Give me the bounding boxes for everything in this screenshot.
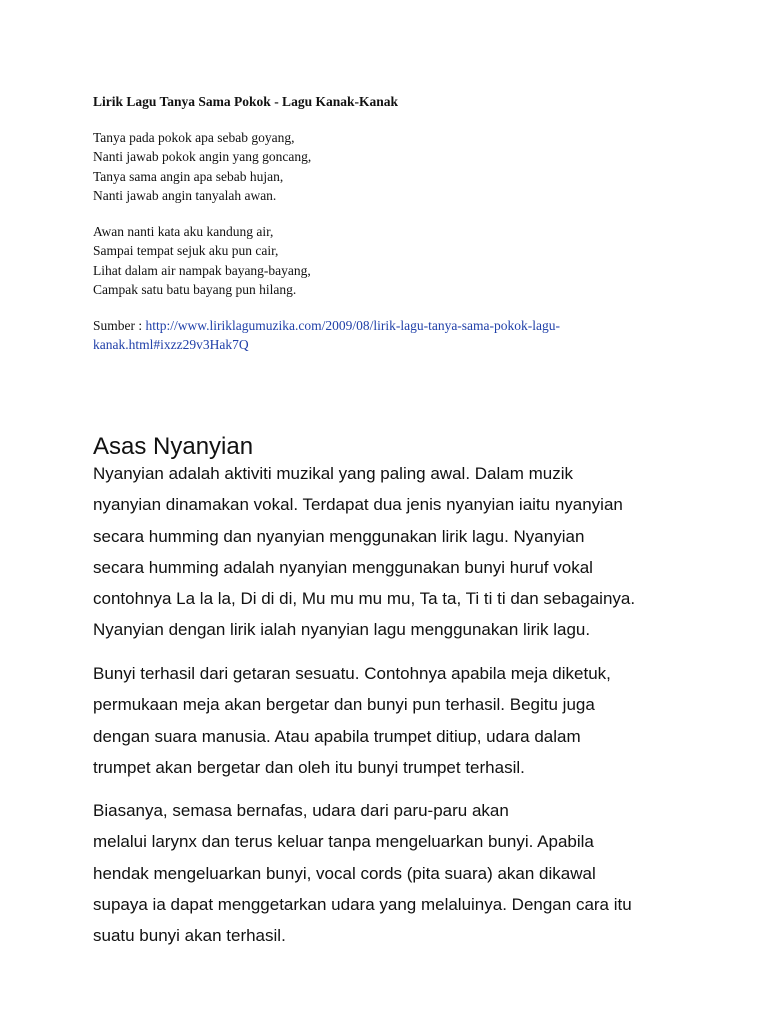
lyrics-title: Lirik Lagu Tanya Sama Pokok - Lagu Kanak-Kanak — [93, 94, 398, 109]
lyrics-stanza — [93, 128, 311, 205]
source-link-part: http://www.liriklagumuzika.com/2009/08/lirik-lagu-tanya-sama-pokok-lagu- — [145, 318, 561, 333]
paragraph-line: Nyanyian dengan lirik ialah nyanyian lagu menggunakan lirik lagu. — [93, 620, 591, 640]
article-paragraph — [93, 458, 635, 646]
section-heading: Asas Nyanyian — [93, 433, 254, 460]
lyrics-line: Nanti jawab pokok angin yang goncang, — [93, 149, 312, 165]
paragraph-line: supaya ia dapat menggetarkan udara yang melaluinya. Dengan cara itu — [93, 894, 632, 914]
article-paragraph — [93, 795, 632, 951]
paragraph-line: secara humming adalah nyanyian menggunakan bunyi huruf vokal — [93, 557, 593, 577]
paragraph-line: melalui larynx dan terus keluar tanpa mengeluarkan bunyi. Apabila — [93, 832, 594, 852]
paragraph-line: contohnya La la la, Di di di, Mu mu mu mu, Ta ta, Ti ti ti dan sebagainya. — [93, 589, 636, 609]
lyrics-stanza — [93, 222, 311, 299]
lyrics-line: Tanya sama angin apa sebab hujan, — [93, 168, 284, 184]
lyrics-line: Lihat dalam air nampak bayang-bayang, — [93, 262, 311, 278]
paragraph-line: Biasanya, semasa bernafas, udara dari paru-paru akan — [93, 801, 509, 820]
paragraph-line: suatu bunyi akan terhasil. — [93, 926, 286, 946]
paragraph-line: secara humming dan nyanyian menggunakan lirik lagu. Nyanyian — [93, 526, 585, 546]
paragraph-line: Bunyi terhasil dari getaran sesuatu. Contohnya apabila meja diketuk, — [93, 664, 611, 683]
source-link-part: kanak.html#ixzz29v3Hak7Q — [93, 337, 249, 352]
lyrics-line: Campak satu batu bayang pun hilang. — [93, 281, 297, 297]
source-link[interactable] — [93, 318, 560, 352]
lyrics-line: Nanti jawab angin tanyalah awan. — [93, 187, 277, 203]
lyrics-line: Tanya pada pokok apa sebab goyang, — [93, 130, 295, 145]
paragraph-line: trumpet akan bergetar dan oleh itu bunyi trumpet terhasil. — [93, 757, 525, 777]
lyrics-line: Sampai tempat sejuk aku pun cair, — [93, 243, 279, 259]
article-paragraph — [93, 658, 611, 783]
lyrics-line: Awan nanti kata aku kandung air, — [93, 224, 274, 239]
paragraph-line: dengan suara manusia. Atau apabila trumpet ditiup, udara dalam — [93, 726, 581, 746]
source-label: Sumber : — [93, 318, 146, 333]
paragraph-line: Nyanyian adalah aktiviti muzikal yang paling awal. Dalam muzik — [93, 464, 574, 483]
source-citation — [93, 316, 613, 354]
paragraph-line: nyanyian dinamakan vokal. Terdapat dua jenis nyanyian iaitu nyanyian — [93, 495, 623, 515]
paragraph-line: hendak mengeluarkan bunyi, vocal cords (pita suara) akan dikawal — [93, 863, 596, 883]
paragraph-line: permukaan meja akan bergetar dan bunyi pun terhasil. Begitu juga — [93, 695, 595, 715]
